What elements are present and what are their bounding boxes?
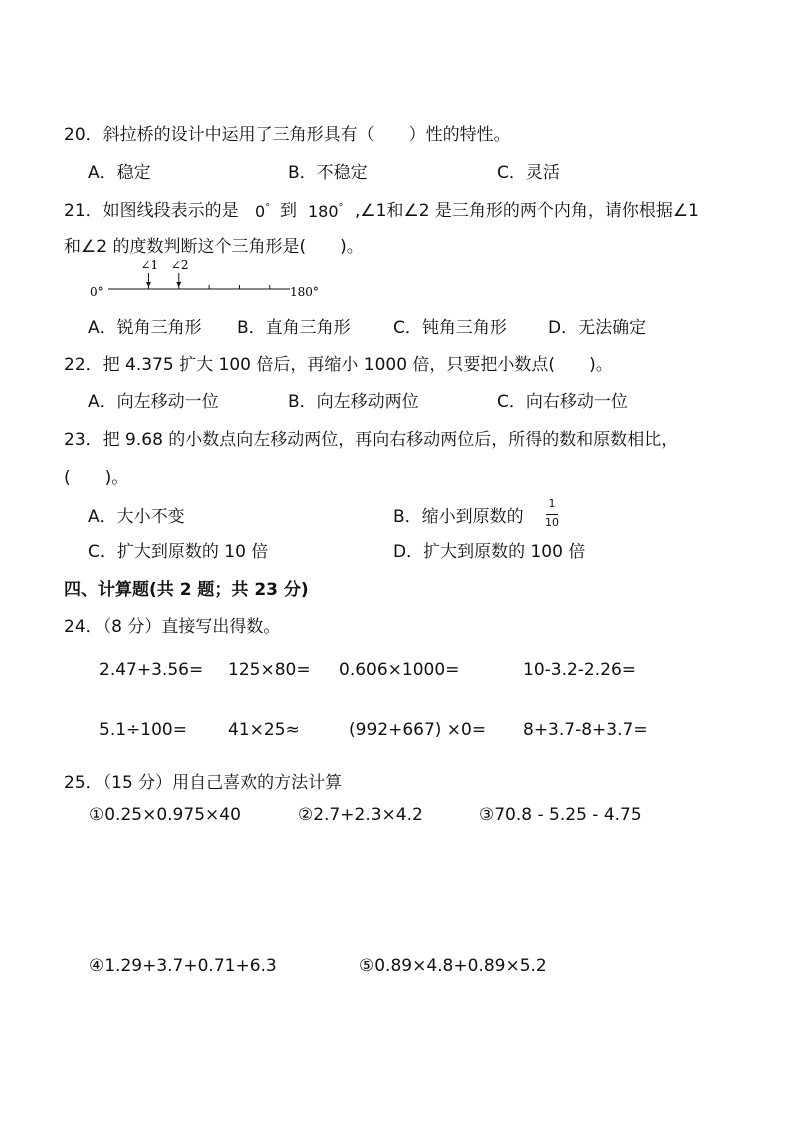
angle-1-label: ∠1 — [140, 258, 159, 272]
question-23-stem-line1: 23．把 9.68 的小数点向左移动两位，再向右移动两位后，所得的数和原数相比， — [64, 430, 679, 450]
question-21-option-d: D．无法确定 — [548, 318, 647, 338]
q24-expr-2: 125×80= — [228, 660, 311, 680]
question-21-zero: 0° — [255, 202, 271, 221]
q25-problem-3: ③70.8 - 5.25 - 4.75 — [479, 805, 642, 825]
question-21-stem-start: 21．如图线段表示的是 — [64, 201, 239, 221]
question-21-option-a: A．锐角三角形 — [88, 318, 202, 338]
question-23-stem-line2: ( )。 — [64, 468, 129, 488]
question-21-option-c: C．钝角三角形 — [393, 318, 507, 338]
question-20-option-a: A．稳定 — [88, 163, 151, 183]
fraction-bar — [546, 514, 558, 515]
question-23-option-d: D．扩大到原数的 100 倍 — [393, 542, 586, 562]
question-22-option-b: B．向左移动两位 — [288, 392, 419, 412]
angle-number-line-figure — [86, 256, 336, 302]
question-23-option-b: B．缩小到原数的 — [393, 507, 524, 527]
q24-expr-3: 0.606×1000= — [339, 660, 460, 680]
question-21-to: 到 — [280, 201, 297, 221]
question-23-option-c: C．扩大到原数的 10 倍 — [88, 542, 269, 562]
question-20-stem: 20．斜拉桥的设计中运用了三角形具有（ ）性的特性。 — [64, 125, 511, 145]
question-23-option-a: A．大小不变 — [88, 507, 185, 527]
q25-problem-1: ①0.25×0.975×40 — [89, 805, 241, 825]
q24-expr-6: 41×25≈ — [228, 720, 300, 740]
section-4-title: 四、计算题(共 2 题；共 23 分) — [64, 580, 309, 600]
question-20-option-b: B．不稳定 — [288, 163, 368, 183]
question-22-option-a: A．向左移动一位 — [88, 392, 219, 412]
question-24-stem: 24．（8 分）直接写出得数。 — [64, 617, 281, 637]
question-21-stem-end: ,∠1和∠2 是三角形的两个内角，请你根据∠1 — [355, 201, 699, 221]
question-22-stem: 22．把 4.375 扩大 100 倍后，再缩小 1000 倍，只要把小数点( )。 — [64, 355, 613, 375]
fraction-numerator: 1 — [548, 497, 556, 510]
fraction-denominator: 10 — [545, 516, 559, 529]
q24-expr-8: 8+3.7-8+3.7= — [523, 720, 648, 740]
question-25-stem: 25．（15 分）用自己喜欢的方法计算 — [64, 773, 343, 793]
q25-problem-4: ④1.29+3.7+0.71+6.3 — [89, 956, 277, 976]
question-21-180: 180° — [308, 202, 344, 221]
q24-expr-5: 5.1÷100= — [99, 720, 187, 740]
q24-expr-7: (992+667) ×0= — [349, 720, 487, 740]
number-line-ticks — [148, 285, 269, 289]
question-22-option-c: C．向右移动一位 — [497, 392, 628, 412]
angle-2-label: ∠2 — [170, 258, 189, 272]
q25-problem-5: ⑤0.89×4.8+0.89×5.2 — [359, 956, 547, 976]
q25-problem-2: ②2.7+2.3×4.2 — [298, 805, 423, 825]
q24-expr-1: 2.47+3.56= — [99, 660, 204, 680]
number-line-label-180: 180° — [290, 285, 319, 299]
question-21-option-b: B．直角三角形 — [237, 318, 351, 338]
question-21-stem-line2: 和∠2 的度数判断这个三角形是( )。 — [64, 237, 364, 257]
number-line-label-0: 0° — [90, 285, 104, 299]
q24-expr-4: 10-3.2-2.26= — [523, 660, 637, 680]
question-20-option-c: C．灵活 — [497, 163, 560, 183]
angle-2-arrowhead — [176, 282, 181, 287]
angle-1-arrowhead — [146, 282, 151, 287]
